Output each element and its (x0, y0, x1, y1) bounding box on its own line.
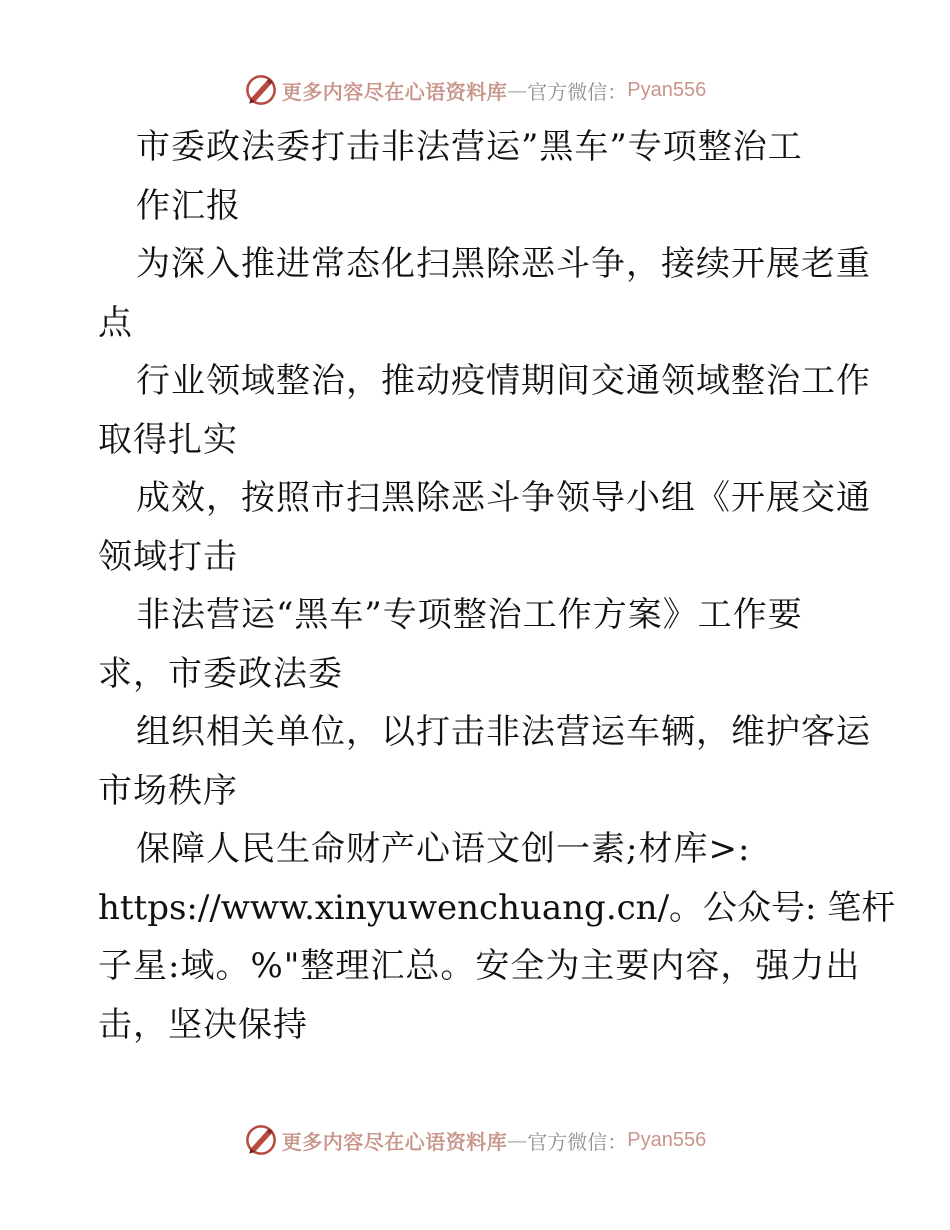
paragraph-line: 击，坚决保持 (98, 1004, 308, 1045)
header-banner (0, 70, 950, 110)
footer-banner (0, 1120, 950, 1160)
paragraph-line: 保障人民生命财产心语文创一素;材库>: (136, 829, 751, 869)
paragraph-line: 为深入推进常态化扫黑除恶斗争，接续开展老重 (136, 244, 871, 284)
banner-weixin-label: 官方微信： (527, 1129, 628, 1154)
banner-site-name: 更多内容尽在心语资料库 (281, 79, 508, 104)
paragraph-line: 点 (98, 302, 133, 343)
paragraph-line: 成效，按照市扫黑除恶斗争领导小组《开展交通 (136, 478, 871, 518)
banner-weixin-label: 官方微信： (527, 79, 628, 104)
paragraph-line: 非法营运“黑车”专项整治工作方案》工作要 (136, 595, 803, 635)
paragraph-line: 子星:域。%"整理汇总。安全为主要内容，强力出 (98, 946, 861, 986)
document-body (98, 118, 896, 1054)
paragraph-line: 行业领域整治，推动疫情期间交通领域整治工作 (136, 361, 871, 401)
banner-site-name: 更多内容尽在心语资料库 (281, 1129, 508, 1154)
paragraph-line: 取得扎实 (98, 419, 238, 460)
red-pen-logo-icon (244, 73, 278, 107)
paragraph-line: 市场秩序 (98, 770, 238, 811)
paragraph-line: 组织相关单位，以打击非法营运车辆，维护客运 (136, 712, 871, 752)
banner-weixin-id: Pyan556 (627, 78, 707, 101)
paragraph-line-url: https://www.xinyuwenchuang.cn/。公众号: 笔杆 (98, 887, 896, 928)
red-pen-logo-icon (244, 1123, 278, 1157)
banner-separator: — (507, 78, 528, 102)
document-title-line-2: 作汇报 (136, 185, 241, 226)
banner-weixin-id: Pyan556 (627, 1128, 707, 1151)
paragraph-line: 领域打击 (98, 536, 238, 577)
document-title-line-1: 市委政法委打击非法营运”黑车”专项整治工 (136, 127, 803, 167)
paragraph-line: 求，市委政法委 (98, 653, 343, 694)
banner-separator: — (507, 1128, 528, 1152)
